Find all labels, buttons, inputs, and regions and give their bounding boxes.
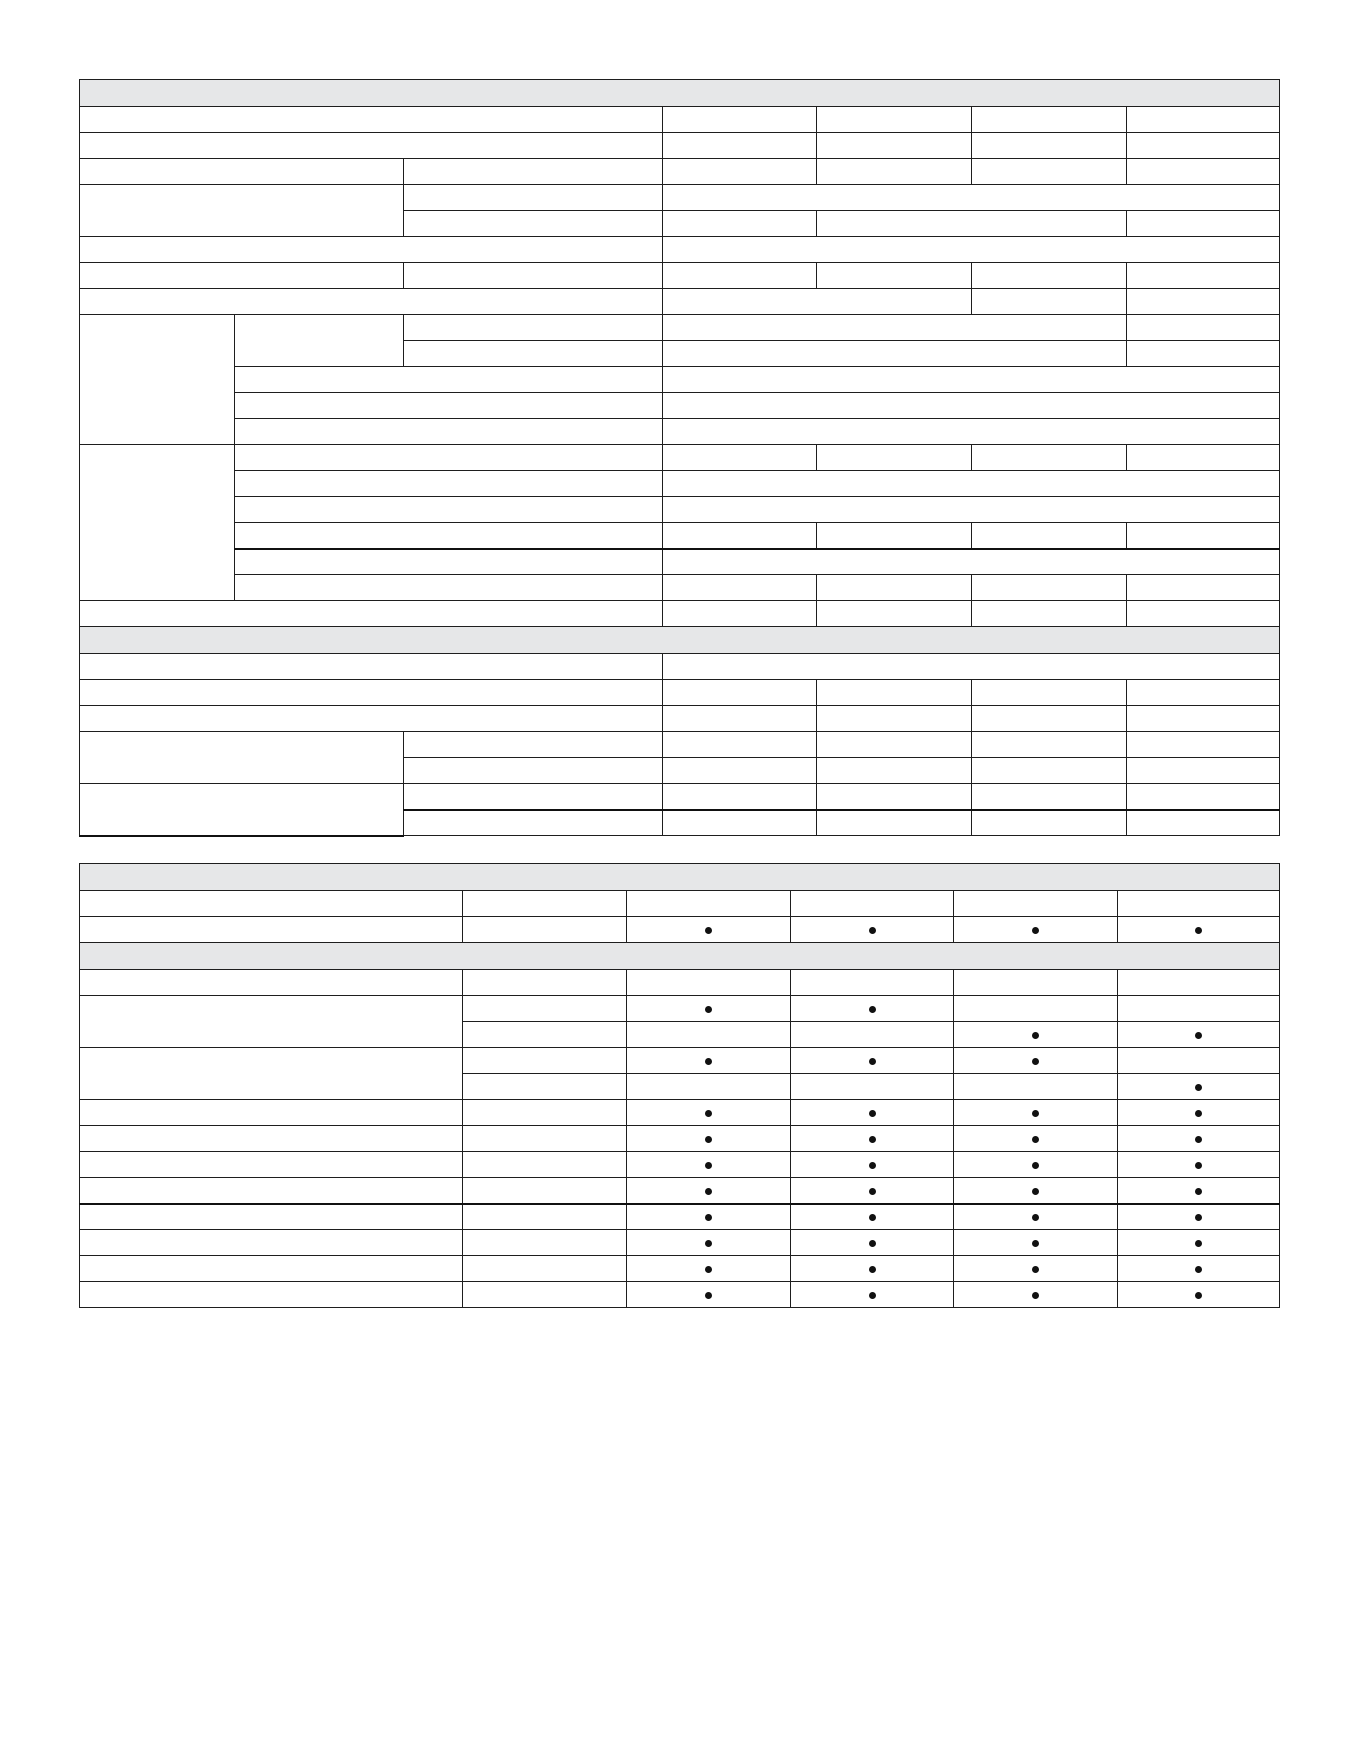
spec-row (80, 393, 1280, 419)
spec-sublabel-cell (404, 185, 663, 211)
feature-code-cell (463, 1048, 627, 1074)
spec-value-cell (663, 784, 817, 810)
feature-row (80, 1152, 1280, 1178)
feature-mark-cell (791, 917, 954, 943)
spec-label-cell (80, 185, 404, 237)
spec-value-cell (663, 523, 817, 549)
spec-value-cell (817, 758, 972, 784)
spec-value-cell (972, 523, 1127, 549)
feature-mark-cell (627, 1230, 791, 1256)
bullet-icon (869, 1006, 876, 1013)
bullet-icon (1195, 1084, 1202, 1091)
feature-mark-cell (791, 1126, 954, 1152)
spec-label-cell (80, 784, 404, 836)
spec-row (80, 497, 1280, 523)
bullet-icon (705, 1292, 712, 1299)
spec-value-cell (663, 497, 1280, 523)
spec-label-cell (80, 237, 663, 263)
spec-value-cell (1127, 315, 1280, 341)
bullet-icon (705, 1266, 712, 1273)
spec-value-cell (972, 107, 1127, 133)
spec-value-cell (972, 445, 1127, 471)
spec-value-cell (1127, 159, 1280, 185)
spec-value-cell (972, 732, 1127, 758)
spec-row (80, 471, 1280, 497)
feature-code-cell (463, 1230, 627, 1256)
spec-value-cell (1127, 601, 1280, 627)
feature-mark-cell (954, 1074, 1118, 1100)
feature-mark-cell (1118, 1022, 1280, 1048)
feature-code-cell (463, 1204, 627, 1230)
bullet-icon (1032, 1136, 1039, 1143)
bullet-icon (1195, 927, 1202, 934)
spec-value-cell (663, 732, 817, 758)
spec-value-cell (1127, 107, 1280, 133)
section-header-row (80, 864, 1280, 891)
feature-code-cell (463, 996, 627, 1022)
spec-label-cell (235, 471, 663, 497)
bullet-icon (1032, 1032, 1039, 1039)
spec-sublabel-cell (404, 211, 663, 237)
feature-mark-cell (791, 1282, 954, 1308)
feature-mark-cell (627, 917, 791, 943)
section-header-cell (80, 943, 1280, 970)
spec-label-cell (80, 601, 663, 627)
bullet-icon (869, 927, 876, 934)
bullet-icon (705, 1188, 712, 1195)
feature-mark-cell (954, 1100, 1118, 1126)
section-header-cell (80, 864, 1280, 891)
feature-label-cell (80, 1048, 463, 1100)
spec-value-cell (663, 575, 817, 601)
section-header-row (80, 943, 1280, 970)
spec-label-cell (80, 159, 404, 185)
model-header-cell (627, 891, 791, 917)
spec-value-cell (817, 107, 972, 133)
spec-sublabel-cell (404, 315, 663, 341)
spec-row (80, 680, 1280, 706)
spec-value-cell (663, 810, 817, 836)
feature-mark-cell (954, 1152, 1118, 1178)
feature-row (80, 970, 1280, 996)
spec-value-cell (817, 445, 972, 471)
section-header-cell (80, 627, 1280, 654)
spec-sublabel-cell (404, 758, 663, 784)
feature-mark-cell (1118, 1230, 1280, 1256)
spec-value-cell (663, 601, 817, 627)
bullet-icon (1032, 1188, 1039, 1195)
spec-label-cell (80, 706, 663, 732)
feature-mark-cell (1118, 1178, 1280, 1204)
spec-value-cell (663, 315, 1127, 341)
feature-row (80, 1204, 1280, 1230)
section-header-row (80, 627, 1280, 654)
feature-label-cell (80, 1256, 463, 1282)
spec-value-cell (817, 133, 972, 159)
spec-row (80, 419, 1280, 445)
bullet-icon (869, 1162, 876, 1169)
spec-value-cell (972, 263, 1127, 289)
bullet-icon (1032, 1110, 1039, 1117)
spec-value-cell (1127, 732, 1280, 758)
spec-value-cell (1127, 575, 1280, 601)
spec-sublabel-cell (404, 263, 663, 289)
spec-value-cell (972, 601, 1127, 627)
feature-mark-cell (954, 1256, 1118, 1282)
feature-code-cell (463, 1074, 627, 1100)
bullet-icon (1032, 1292, 1039, 1299)
spec-label-cell (235, 315, 404, 367)
feature-label-cell (80, 1230, 463, 1256)
feature-code-cell (463, 1126, 627, 1152)
spec-row (80, 289, 1280, 315)
bullet-icon (1195, 1162, 1202, 1169)
bullet-icon (1032, 1214, 1039, 1221)
feature-mark-cell (954, 1204, 1118, 1230)
feature-mark-cell (791, 996, 954, 1022)
feature-mark-cell (1118, 917, 1280, 943)
spec-value-cell (972, 575, 1127, 601)
feature-row (80, 1178, 1280, 1204)
spec-sublabel-cell (404, 159, 663, 185)
feature-mark-cell (791, 1204, 954, 1230)
spec-value-cell (663, 159, 817, 185)
feature-mark-cell (627, 1256, 791, 1282)
feature-mark-cell (1118, 1100, 1280, 1126)
spec-value-cell (663, 471, 1280, 497)
feature-code-cell (463, 970, 627, 996)
feature-row (80, 1126, 1280, 1152)
spec-row (80, 159, 1280, 185)
spec-value-cell (972, 810, 1127, 836)
bullet-icon (1032, 1266, 1039, 1273)
feature-code-cell (463, 1022, 627, 1048)
bullet-icon (869, 1240, 876, 1247)
feature-mark-cell (791, 1100, 954, 1126)
feature-mark-cell (791, 1230, 954, 1256)
feature-mark-cell (954, 1178, 1118, 1204)
bullet-icon (1032, 1162, 1039, 1169)
spec-value-cell (1127, 341, 1280, 367)
bullet-icon (1032, 1058, 1039, 1065)
bullet-icon (869, 1292, 876, 1299)
spec-label-cell (80, 654, 663, 680)
section-header-cell (80, 80, 1280, 107)
spec-value-cell (663, 419, 1280, 445)
feature-row (80, 1100, 1280, 1126)
spec-value-cell (1127, 133, 1280, 159)
feature-mark-cell (954, 1022, 1118, 1048)
spec-value-cell (817, 810, 972, 836)
spec-row (80, 133, 1280, 159)
bullet-icon (705, 1162, 712, 1169)
spec-row (80, 575, 1280, 601)
spec-value-cell (663, 654, 1280, 680)
spec-value-cell (663, 237, 1280, 263)
feature-code-cell (463, 1256, 627, 1282)
feature-label-cell (80, 891, 463, 917)
spec-value-cell (663, 211, 817, 237)
feature-mark-cell (627, 1074, 791, 1100)
feature-mark-cell (1118, 1152, 1280, 1178)
spec-sublabel-cell (404, 784, 663, 810)
spec-row (80, 367, 1280, 393)
spec-row (80, 445, 1280, 471)
feature-mark-cell (791, 970, 954, 996)
feature-code-cell (463, 1152, 627, 1178)
spec-value-cell (972, 706, 1127, 732)
feature-mark-cell (627, 1282, 791, 1308)
bullet-icon (1032, 1240, 1039, 1247)
spec-value-cell (663, 133, 817, 159)
bullet-icon (869, 1110, 876, 1117)
feature-mark-cell (791, 1178, 954, 1204)
spec-row (80, 706, 1280, 732)
feature-row (80, 1230, 1280, 1256)
bullet-icon (705, 927, 712, 934)
feature-mark-cell (627, 1178, 791, 1204)
spec-label-cell (235, 445, 663, 471)
spec-value-cell (817, 575, 972, 601)
spec-label-cell (80, 680, 663, 706)
bullet-icon (869, 1214, 876, 1221)
feature-mark-cell (954, 917, 1118, 943)
spec-row (80, 237, 1280, 263)
spec-value-cell (972, 784, 1127, 810)
feature-row (80, 996, 1280, 1022)
spec-value-cell (1127, 784, 1280, 810)
spec-label-cell (80, 732, 404, 784)
spec-label-cell (80, 107, 663, 133)
spec-label-cell (235, 393, 663, 419)
bullet-icon (1195, 1292, 1202, 1299)
spec-row (80, 185, 1280, 211)
spec-row (80, 263, 1280, 289)
spec-value-cell (663, 289, 972, 315)
bullet-icon (1195, 1240, 1202, 1247)
feature-mark-cell (954, 970, 1118, 996)
spec-row (80, 107, 1280, 133)
feature-mark-cell (1118, 1204, 1280, 1230)
bullet-icon (705, 1058, 712, 1065)
spec-value-cell (663, 549, 1280, 575)
feature-mark-cell (791, 1074, 954, 1100)
spec-value-cell (817, 732, 972, 758)
spec-value-cell (817, 601, 972, 627)
spec-label-cell (80, 289, 663, 315)
spec-value-cell (1127, 523, 1280, 549)
feature-code-cell (463, 891, 627, 917)
spec-value-cell (817, 680, 972, 706)
feature-code-cell (463, 917, 627, 943)
feature-mark-cell (627, 1048, 791, 1074)
spec-value-cell (1127, 706, 1280, 732)
feature-label-cell (80, 1178, 463, 1204)
bullet-icon (1195, 1214, 1202, 1221)
model-header-cell (791, 891, 954, 917)
spec-value-cell (972, 159, 1127, 185)
bullet-icon (869, 1058, 876, 1065)
spec-value-cell (663, 107, 817, 133)
bullet-icon (705, 1240, 712, 1247)
spec-row (80, 654, 1280, 680)
spec-value-cell (663, 393, 1280, 419)
feature-mark-cell (627, 996, 791, 1022)
specifications-table (79, 79, 1280, 837)
spec-value-cell (1127, 680, 1280, 706)
spec-label-cell (80, 133, 663, 159)
spec-value-cell (972, 758, 1127, 784)
feature-label-cell (80, 970, 463, 996)
features-table (79, 863, 1280, 1308)
spec-value-cell (663, 680, 817, 706)
feature-mark-cell (1118, 970, 1280, 996)
feature-label-cell (80, 1152, 463, 1178)
feature-mark-cell (1118, 1126, 1280, 1152)
feature-row (80, 1256, 1280, 1282)
feature-mark-cell (627, 970, 791, 996)
feature-label-cell (80, 1282, 463, 1308)
spec-value-cell (1127, 211, 1280, 237)
feature-mark-cell (791, 1152, 954, 1178)
section-header-row (80, 80, 1280, 107)
feature-label-cell (80, 1204, 463, 1230)
feature-label-cell (80, 996, 463, 1048)
spec-row (80, 315, 1280, 341)
feature-mark-cell (627, 1022, 791, 1048)
feature-mark-cell (791, 1022, 954, 1048)
spec-row (80, 549, 1280, 575)
spec-value-cell (663, 367, 1280, 393)
spec-value-cell (1127, 289, 1280, 315)
bullet-icon (705, 1110, 712, 1117)
feature-code-cell (463, 1100, 627, 1126)
bullet-icon (1195, 1266, 1202, 1273)
bullet-icon (705, 1006, 712, 1013)
model-header-cell (1118, 891, 1280, 917)
spec-sublabel-cell (404, 810, 663, 836)
spec-value-cell (1127, 445, 1280, 471)
spec-value-cell (817, 523, 972, 549)
feature-label-cell (80, 917, 463, 943)
spec-value-cell (663, 758, 817, 784)
feature-code-cell (463, 1282, 627, 1308)
spec-value-cell (663, 341, 1127, 367)
feature-label-cell (80, 1100, 463, 1126)
bullet-icon (869, 1266, 876, 1273)
spec-label-cell (235, 575, 663, 601)
bullet-icon (1195, 1110, 1202, 1117)
bullet-icon (1032, 927, 1039, 934)
spec-value-cell (817, 784, 972, 810)
spec-value-cell (817, 706, 972, 732)
feature-mark-cell (1118, 1256, 1280, 1282)
bullet-icon (705, 1136, 712, 1143)
feature-mark-cell (627, 1204, 791, 1230)
feature-mark-cell (1118, 996, 1280, 1022)
bullet-icon (705, 1214, 712, 1221)
bullet-icon (1195, 1136, 1202, 1143)
spec-value-cell (972, 289, 1127, 315)
spec-value-cell (1127, 758, 1280, 784)
spec-row (80, 732, 1280, 758)
feature-mark-cell (1118, 1074, 1280, 1100)
spec-value-cell (663, 185, 1280, 211)
spec-label-cell (235, 419, 663, 445)
spec-row (80, 523, 1280, 549)
feature-row (80, 1048, 1280, 1074)
feature-label-cell (80, 1126, 463, 1152)
feature-mark-cell (791, 1256, 954, 1282)
spec-value-cell (1127, 810, 1280, 836)
feature-mark-cell (627, 1152, 791, 1178)
spec-label-cell (235, 549, 663, 575)
spec-value-cell (817, 263, 972, 289)
spec-label-cell (235, 497, 663, 523)
spec-row (80, 601, 1280, 627)
feature-column-header-row (80, 891, 1280, 917)
spec-group-label-cell (80, 445, 235, 601)
feature-mark-cell (1118, 1282, 1280, 1308)
feature-code-cell (463, 1178, 627, 1204)
feature-mark-cell (627, 1126, 791, 1152)
feature-mark-cell (954, 1126, 1118, 1152)
spec-row (80, 784, 1280, 810)
spec-label-cell (80, 263, 404, 289)
spec-group-label-cell (80, 315, 235, 445)
feature-mark-cell (791, 1048, 954, 1074)
spec-value-cell (1127, 263, 1280, 289)
spec-label-cell (235, 367, 663, 393)
spec-value-cell (663, 263, 817, 289)
bullet-icon (869, 1188, 876, 1195)
spec-label-cell (235, 523, 663, 549)
feature-mark-cell (627, 1100, 791, 1126)
feature-mark-cell (954, 1230, 1118, 1256)
spec-value-cell (663, 706, 817, 732)
bullet-icon (1195, 1032, 1202, 1039)
spec-value-cell (817, 159, 972, 185)
feature-mark-cell (954, 996, 1118, 1022)
spec-sublabel-cell (404, 732, 663, 758)
feature-mark-cell (954, 1048, 1118, 1074)
bullet-icon (869, 1136, 876, 1143)
feature-row (80, 1282, 1280, 1308)
spec-value-cell (817, 211, 1127, 237)
spec-value-cell (972, 133, 1127, 159)
feature-mark-cell (1118, 1048, 1280, 1074)
spec-value-cell (972, 680, 1127, 706)
spec-value-cell (663, 445, 817, 471)
model-header-cell (954, 891, 1118, 917)
bullet-icon (1195, 1188, 1202, 1195)
feature-mark-cell (954, 1282, 1118, 1308)
spec-sublabel-cell (404, 341, 663, 367)
feature-row (80, 917, 1280, 943)
